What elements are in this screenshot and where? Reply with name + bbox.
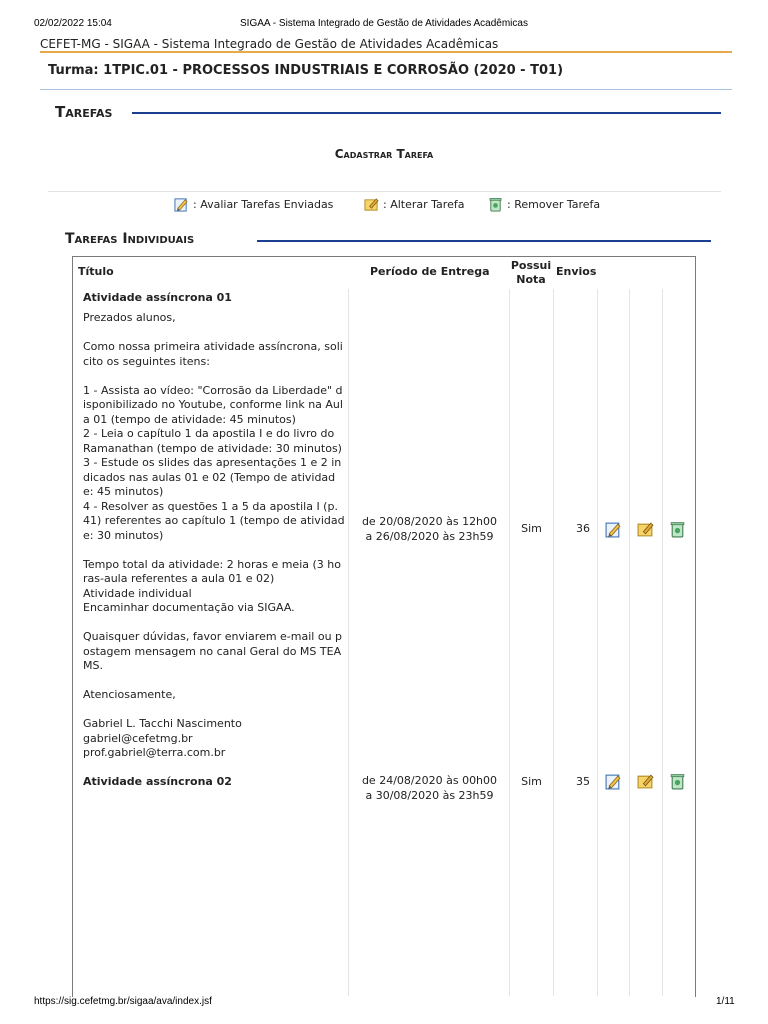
edit-pencil-icon bbox=[174, 197, 189, 212]
header-titulo: Título bbox=[78, 265, 114, 278]
turma-divider bbox=[40, 89, 732, 90]
cadastrar-tarefa-label: Cadastrar Tarefa bbox=[334, 147, 434, 161]
individuais-title-line bbox=[257, 240, 711, 242]
avaliar-tarefa-button[interactable] bbox=[605, 773, 622, 790]
header-possui: Possui bbox=[510, 259, 552, 272]
row1-periodo-end: a 26/08/2020 às 23h59 bbox=[365, 530, 494, 543]
remover-tarefa-button[interactable] bbox=[669, 521, 686, 538]
row1-description: Prezados alunos, Como nossa primeira atividade assíncrona, solicito os seguintes itens: 1 - Assista ao vídeo: "Corrosão da Liberdade" disponibilizado no Youtube, conforme link na Aula 01 (tempo de atividade: 45 minutos) 2 - Leia o capítulo 1 da apostila I e do livro do Ramanathan (tempo de atividade: 30 minutos) 3 - Estude os slides das apresentações 1 e 2 indicados nas aulas 01 e 02 (Tempo de atividade: 45 minutos) 4 - Resolver as questões 1 a 5 da apostila I (p. 41) referentes ao capítulo 1 (tempo de atividade: 30 minutos) Tempo total da atividade: 2 horas e meia (3 horas-aula referentes a aula 01 e 02) Atividade individual Encaminhar documentação via SIGAA. Quaisquer dúvidas, favor enviarem e-mail ou postagem mensagem no canal Geral do MS TEAMS. Atenciosamente, Gabriel L. Tacchi Nascimento gabriel@cefetmg.br prof.gabriel@terra.com.br bbox=[83, 311, 345, 759]
print-doc-title: SIGAA - Sistema Integrado de Gestão de Atividades Acadêmicas bbox=[240, 18, 528, 29]
col-divider bbox=[597, 289, 598, 996]
row2-periodo-start: de 24/08/2020 às 00h00 bbox=[361, 774, 498, 787]
trash-bin-icon bbox=[488, 197, 503, 212]
legend-avaliar bbox=[174, 197, 333, 212]
individuais-title: Tarefas Individuais bbox=[65, 231, 195, 247]
legend-remover bbox=[488, 197, 600, 212]
legend-alterar-label: : Alterar Tarefa bbox=[383, 198, 465, 211]
row2-envios: 35 bbox=[576, 775, 590, 788]
row1-possui-nota: Sim bbox=[521, 522, 542, 535]
header-divider bbox=[40, 51, 732, 53]
print-url: https://sig.cefetmg.br/sigaa/ava/index.jsf bbox=[34, 996, 212, 1007]
col-divider bbox=[662, 289, 663, 996]
print-page-number: 1/11 bbox=[716, 996, 735, 1007]
alterar-tarefa-button[interactable] bbox=[637, 773, 654, 790]
header-periodo: Período de Entrega bbox=[370, 265, 490, 278]
row1-envios: 36 bbox=[576, 522, 590, 535]
section-title-line bbox=[132, 112, 721, 114]
header-envios: Envios bbox=[556, 265, 597, 278]
print-datetime: 02/02/2022 15:04 bbox=[34, 18, 112, 29]
legend-avaliar-label: : Avaliar Tarefas Enviadas bbox=[193, 198, 334, 211]
row2-title: Atividade assíncrona 02 bbox=[83, 775, 232, 788]
row-left-border bbox=[72, 289, 73, 791]
cadastrar-tarefa-link[interactable] bbox=[0, 147, 768, 161]
col-divider bbox=[553, 289, 554, 996]
remover-tarefa-button[interactable] bbox=[669, 773, 686, 790]
legend-alterar bbox=[364, 197, 464, 212]
system-title: CEFET-MG - SIGAA - Sistema Integrado de Gestão de Atividades Acadêmicas bbox=[40, 37, 499, 51]
header-nota: Nota bbox=[516, 273, 546, 286]
avaliar-tarefa-button[interactable] bbox=[605, 521, 622, 538]
alter-note-icon bbox=[364, 197, 379, 212]
legend-remover-label: : Remover Tarefa bbox=[507, 198, 601, 211]
row2-periodo-end: a 30/08/2020 às 23h59 bbox=[365, 789, 494, 802]
col-divider bbox=[629, 289, 630, 996]
row1-periodo-start: de 20/08/2020 às 12h00 bbox=[361, 515, 498, 528]
col-divider bbox=[348, 289, 349, 996]
section-title: Tarefas bbox=[55, 103, 113, 121]
turma-title: Turma: 1TPIC.01 - PROCESSOS INDUSTRIAIS E CORROSÃO (2020 - T01) bbox=[48, 63, 564, 78]
col-divider bbox=[509, 289, 510, 996]
row2-possui-nota: Sim bbox=[521, 775, 542, 788]
row1-title: Atividade assíncrona 01 bbox=[83, 291, 232, 304]
alterar-tarefa-button[interactable] bbox=[637, 521, 654, 538]
